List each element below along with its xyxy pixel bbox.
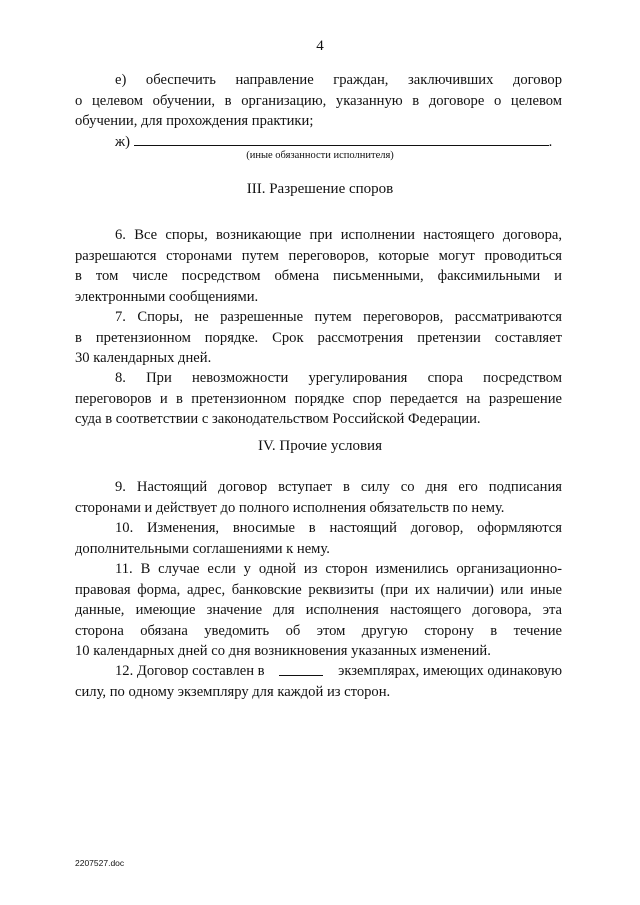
item-zh-end: . — [548, 134, 553, 150]
document-code: 2207527.doc — [75, 858, 125, 868]
paragraph-10 — [75, 518, 562, 559]
fill-in-line[interactable] — [134, 131, 549, 146]
paragraph-12 — [75, 661, 562, 702]
field-caption: (иные обязанности исполнителя) — [246, 150, 394, 161]
text-line: 9. Настоящий договор вступает в силу со дня его подписания — [115, 479, 562, 495]
paragraph-11 — [75, 559, 562, 662]
text-line: 30 календарных дней. — [75, 350, 212, 366]
text-line: дополнительными соглашениями к нему. — [75, 540, 330, 557]
text-line: силу, по одному экземпляру для каждой из сторон. — [75, 683, 391, 700]
text-fragment: экземплярах, имеющих одинаковую — [338, 663, 562, 679]
text-line: суда в соответствии с законодательством Российской Федерации. — [75, 411, 481, 427]
text-line: в том числе посредством обмена письменными, факсимильными и — [75, 268, 562, 284]
paragraph-6 — [75, 225, 562, 307]
text-fragment: 12. Договор составлен в — [115, 663, 265, 679]
paragraph-8 — [75, 368, 562, 430]
text-line: 8. При невозможности урегулирования спора посредством — [115, 370, 562, 386]
text-line: разрешаются сторонами путем переговоров, которые могут проводиться — [75, 247, 562, 264]
paragraph-9 — [75, 477, 562, 518]
text-line: 10. Изменения, вносимые в настоящий договор, оформляются — [115, 520, 562, 536]
text-line: переговоров и в претензионном порядке спор передается на разрешение — [75, 390, 562, 407]
text-line: правовая форма, адрес, банковские реквизиты (при их наличии) или иные — [75, 581, 562, 598]
section-heading-disputes: III. Разрешение споров — [246, 181, 394, 197]
text-line: 11. В случае если у одной из сторон изменились организационно- — [115, 561, 562, 577]
section-heading-other-terms: IV. Прочие условия — [258, 438, 382, 454]
text-line: е) обеспечить направление граждан, заключивших договор — [115, 72, 562, 88]
text-line: сторона обязана уведомить об этом другую сторону в течение — [75, 622, 562, 639]
text-line: 6. Все споры, возникающие при исполнении настоящего договора, — [115, 227, 562, 243]
text-line: 7. Споры, не разрешенные путем переговоров, рассматриваются — [115, 309, 562, 325]
text-line: сторонами и действует до полного исполнения обязательств по нему. — [75, 499, 505, 516]
text-line: данные, имеющие значение для исполнения настоящего договора, эта — [75, 602, 562, 618]
text-line: обучении, для прохождения практики; — [75, 113, 314, 129]
duty-item-e — [75, 70, 562, 132]
page-number: 4 — [316, 38, 324, 54]
text-line: о целевом обучении, в организацию, указанную в договоре о целевом — [75, 92, 562, 109]
item-zh-label: ж) — [115, 134, 130, 150]
paragraph-7 — [75, 307, 562, 369]
text-line — [75, 661, 562, 682]
text-line: 10 календарных дней со дня возникновения указанных изменений. — [75, 643, 491, 659]
text-line: электронными сообщениями. — [75, 288, 259, 305]
copies-count-blank[interactable] — [279, 661, 323, 676]
text-line: в претензионном порядке. Срок рассмотрения претензии составляет — [75, 329, 562, 346]
